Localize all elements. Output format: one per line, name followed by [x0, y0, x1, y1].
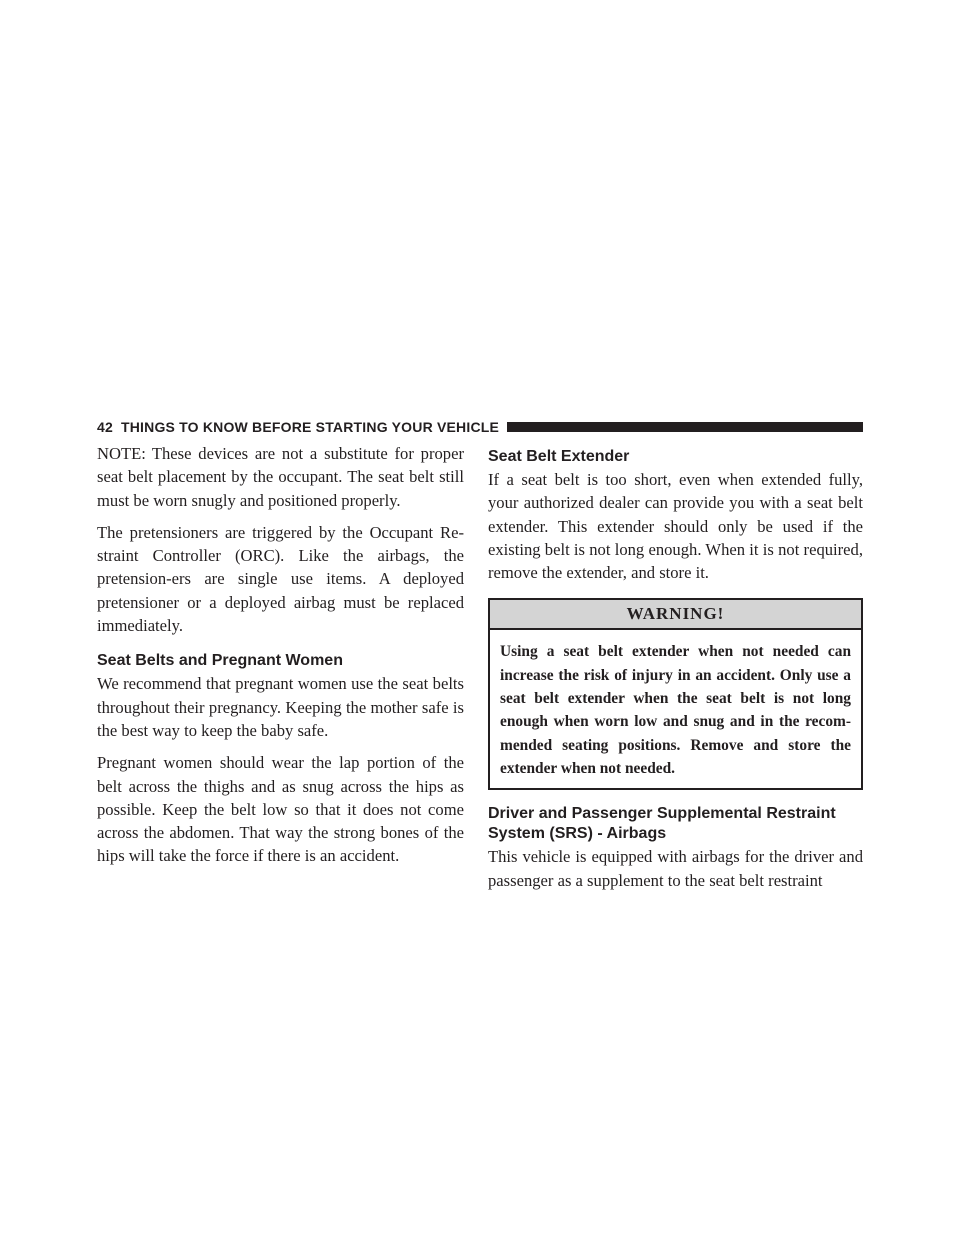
- header-rule: [507, 422, 863, 432]
- note-text: These devices are not a substitute for proper seat belt placement by the occupant. The seat belt still must be worn snugly and positioned properly.: [97, 444, 464, 510]
- warning-title: WARNING!: [490, 600, 861, 630]
- note-label: NOTE:: [97, 444, 146, 463]
- extender-heading: Seat Belt Extender: [488, 448, 630, 465]
- lap-belt-paragraph: Pregnant women should wear the lap portion of the belt across the thighs and as snug across the hips as possible. Keep the belt low so that it does not come across the abdomen. That way the strong bones of the hips will take the force if there is an accident.: [97, 753, 464, 866]
- pregnancy-paragraph: We recommend that pregnant women use the seat belts throughout their pregnancy. Keeping the mother safe is the best way to keep the baby safe.: [97, 674, 464, 740]
- warning-box: [488, 598, 863, 790]
- right-column: [488, 442, 863, 901]
- section-title: THINGS TO KNOW BEFORE STARTING YOUR VEHICLE: [120, 419, 500, 435]
- extender-paragraph: If a seat belt is too short, even when extended fully, your authorized dealer can provide you with a seat belt extender. This extender should only be used if the existing belt is not long enough. When it is not required, remove the extender, and store it.: [488, 470, 863, 583]
- running-header: [97, 418, 863, 436]
- pregnant-women-heading: Seat Belts and Pregnant Women: [97, 652, 343, 670]
- airbags-heading: Driver and Passenger Supplemental Restraint System (SRS) - Airbags: [488, 805, 836, 843]
- left-column: [97, 442, 464, 877]
- note-paragraph: [97, 442, 464, 512]
- page-number: 42: [97, 419, 113, 435]
- airbags-paragraph: This vehicle is equipped with airbags for the driver and passenger as a supplement to the seat belt restraint: [488, 847, 863, 890]
- warning-text: Using a seat belt extender when not needed can increase the risk of injury in an accident. Only use a seat belt extender when the seat belt is not long enough when worn low and snug and in the recom-mended seating positions. Remove and store the extender when not needed.: [500, 643, 851, 777]
- pretensioner-paragraph: The pretensioners are triggered by the Occupant Re-straint Controller (ORC). Like the airbags, the pretension-ers are single use items. A deployed pretensioner or a deployed airbag must be replaced immediately.: [97, 522, 464, 636]
